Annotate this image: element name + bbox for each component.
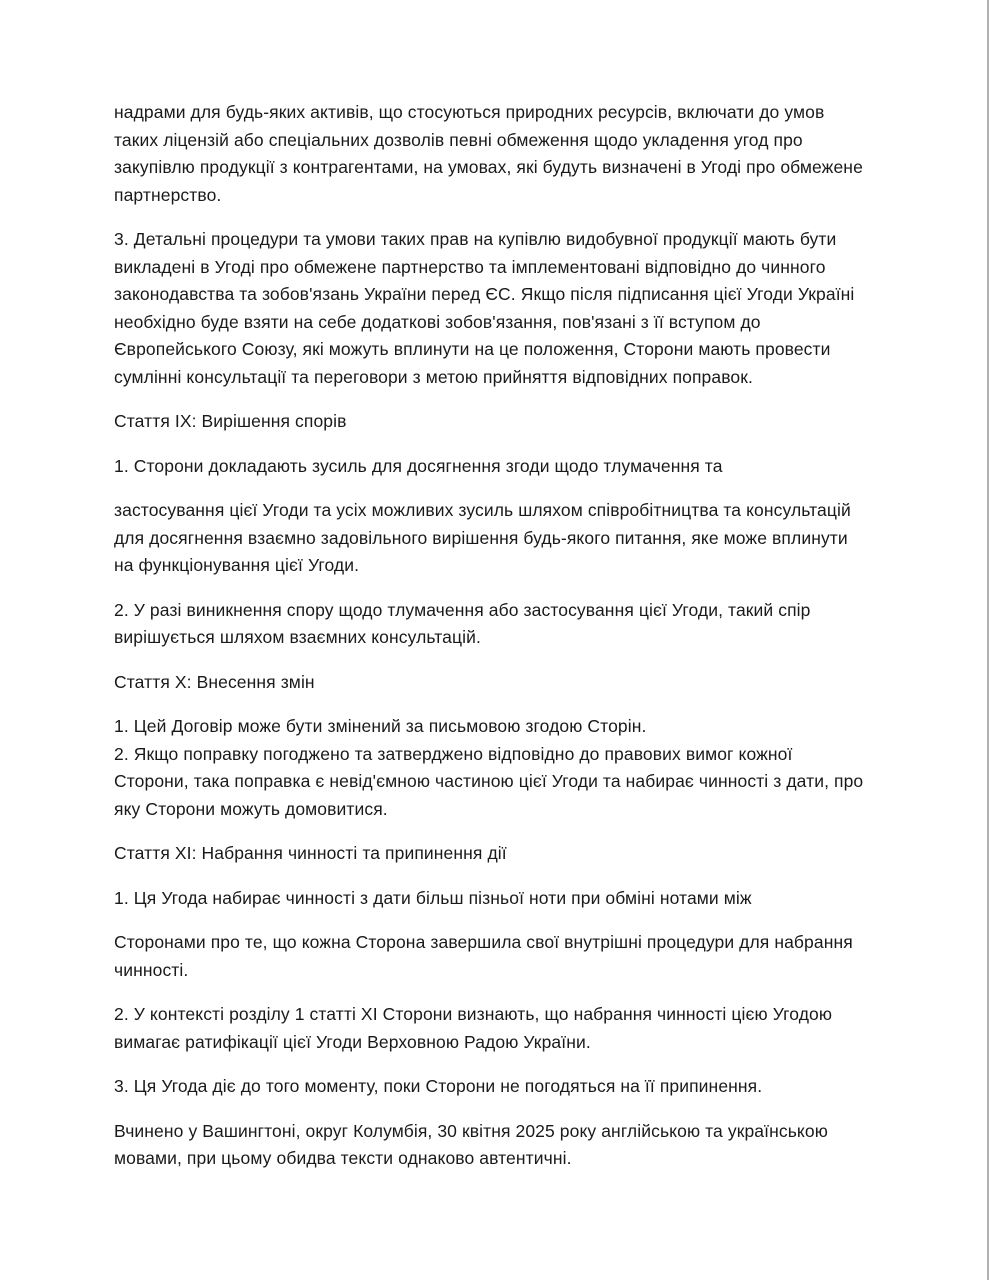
paragraph: 3. Детальні процедури та умови таких прав на купівлю видобувної продукції мають бути викладені в Угоді про обмежене партнерство та імплементовані відповідно до чинного законодавства та зобов'язань України перед ЄС. Якщо після підписання цієї Угоди Україні необхідно буде взяти на себе додаткові зобов'язання, пов'язані з її вступом до Європейського Союзу, які можуть вплинути на це положення, Сторони мають провести сумлінні консультації та переговори з метою прийняття відповідних поправок.	[114, 229, 855, 387]
paragraph: 3. Ця Угода діє до того моменту, поки Сторони не погодяться на її припинення.	[114, 1076, 763, 1096]
article-heading: Стаття XI: Набрання чинності та припинення дії	[114, 843, 507, 863]
article-heading: Стаття IX: Вирішення спорів	[114, 411, 347, 431]
paragraph: 2. У разі виникнення спору щодо тлумачення або застосування цієї Угоди, такий спір вирішується шляхом взаємних консультацій.	[114, 599, 811, 647]
paragraph: Сторонами про те, що кожна Сторона завершила свої внутрішні процедури для набрання чинності.	[114, 932, 853, 980]
paragraph: 1. Цей Договір може бути змінений за письмовою згодою Сторін. 2. Якщо поправку погоджено та затверджено відповідно до правових вимог кожної Сторони, така поправка є невід'ємною частиною цієї Угоди та набирає чинності з дати, про яку Сторони можуть домовитися.	[114, 716, 864, 819]
paragraph: застосування цієї Угоди та усіх можливих зусиль шляхом співробітництва та консультацій для досягнення взаємно задовільного вирішення будь-якого питання, яке може вплинути на функціонування цієї Угоди.	[114, 500, 851, 575]
paragraph: 1. Сторони докладають зусиль для досягнення згоди щодо тлумачення та	[114, 455, 723, 476]
document-body	[114, 99, 914, 1190]
paragraph: 1. Ця Угода набирає чинності з дати більш пізньої ноти при обміні нотами між	[114, 887, 752, 908]
paragraph: надрами для будь-яких активів, що стосуються природних ресурсів, включати до умов таких ліцензій або спеціальних дозволів певні обмеження щодо укладення угод про закупівлю продукції з контрагентами, на умовах, які будуть визначені в Угоді про обмежене партнерство.	[114, 102, 863, 205]
page-edge-line	[987, 0, 989, 1280]
paragraph: Вчинено у Вашингтоні, округ Колумбія, 30 квітня 2025 року англійською та українською мовами, при цьому обидва тексти однаково автентичні.	[114, 1120, 828, 1168]
article-heading: Стаття X: Внесення змін	[114, 671, 315, 692]
paragraph: 2. У контексті розділу 1 статті XI Сторони визнають, що набрання чинності цією Угодою вимагає ратифікації цієї Угоди Верховною Радою України.	[114, 1004, 833, 1052]
